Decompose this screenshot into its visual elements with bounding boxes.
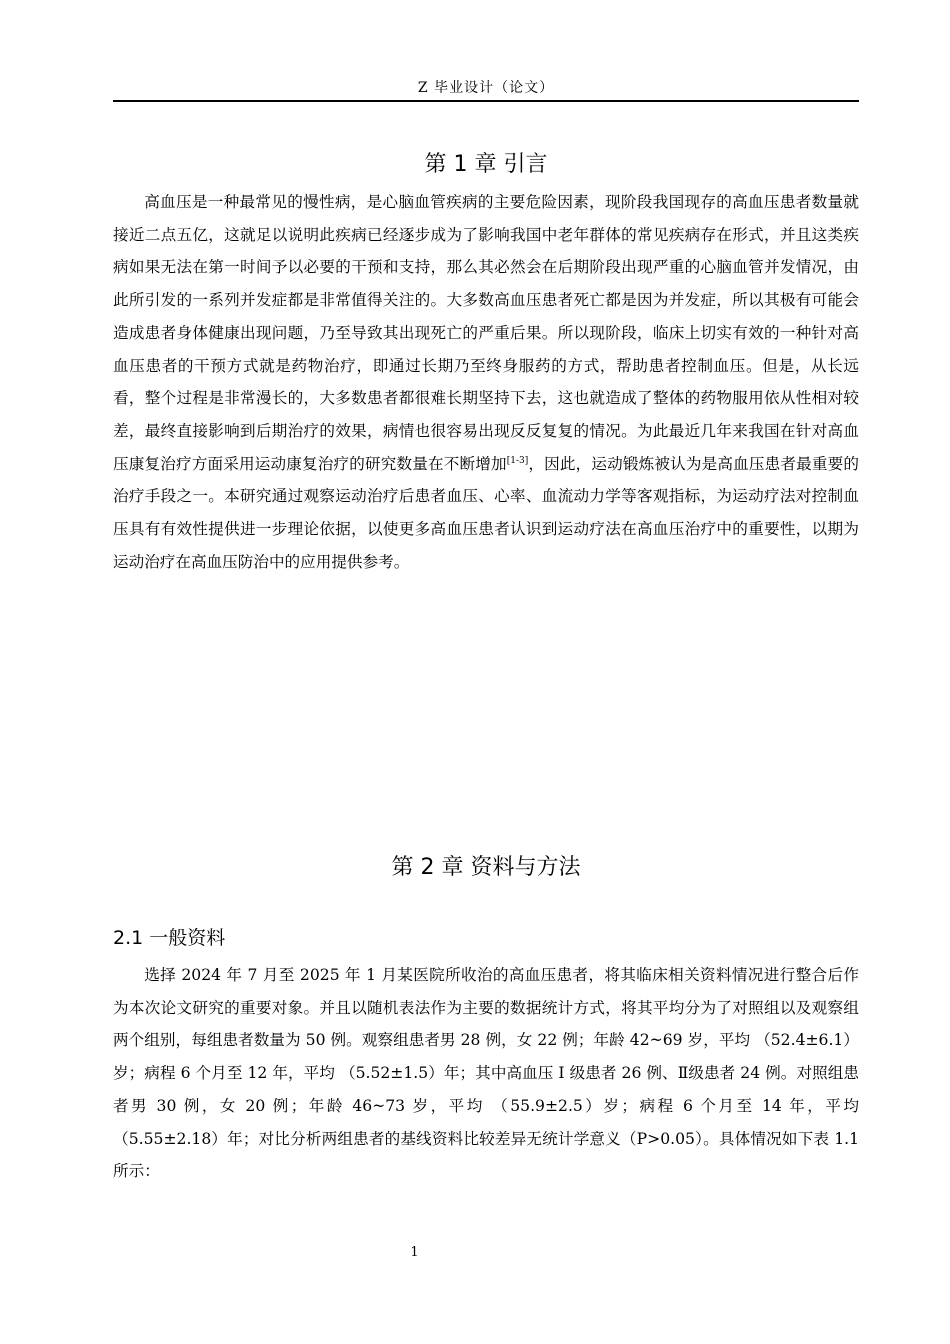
page-number: 1 xyxy=(410,1245,419,1260)
chapter-1-title: 第 1 章 引言 xyxy=(424,152,548,177)
paragraph-text: 高血压是一种最常见的慢性病，是心脑血管疾病的主要危险因素，现阶段我国现存的高血压患者数量就接近二点五亿，这就足以说明此疾病已经逐步成为了影响我国中老年群体的常见疾病存在形式，并且这类疾病如果无法在第一时间予以必要的干预和支持，那么其必然会在后期阶段出现严重的心脑血管并发情况，由此所引发的一系列并发症都是非常值得关注的。大多数高血压患者死亡都是因为并发症，所以其极有可能会造成患者身体健康出现问题，乃至导致其出现死亡的严重后果。所以现阶段，临床上切实有效的一种针对高血压患者的干预方式就是药物治疗，即通过长期乃至终身服药的方式，帮助患者控制血压。但是，从长远看，整个过程是非常漫长的，大多数患者都很难长期坚持下去，这也就造成了整体的药物服用依从性相对较差，最终直接影响到后期治疗的效果，病情也很容易出现反反复复的情况。为此最近几年来我国在针对高血压康复治疗方面采用运动康复治疗的研究数量在不断增加 xyxy=(113,193,859,473)
paragraph-text-continued: ，因此，运动锻炼被认为是高血压患者最重要的治疗手段之一。本研究通过观察运动治疗后患者血压、心率、血流动力学等客观指标，为运动疗法对控制血压具有有效性提供进一步理论依据，以使更多高血压患者认识到运动疗法在高血压治疗中的重要性，以期为运动治疗在高血压防治中的应用提供参考。 xyxy=(113,454,859,571)
section-2-1-title: 2.1 一般资料 xyxy=(113,927,226,949)
chapter-1-paragraph xyxy=(113,186,859,578)
chapter-2-title: 第 2 章 资料与方法 xyxy=(391,855,581,880)
citation-reference: [1-3] xyxy=(506,455,529,466)
section-2-1-paragraph: 选择 2024 年 7 月至 2025 年 1 月某医院所收治的高血压患者，将其临床相关资料情况进行整合后作为本次论文研究的重要对象。并且以随机表法作为主要的数据统计方式，将其平均分为了对照组以及观察组两个组别，每组患者数量为 50 例。观察组患者男 28 例，女 22 例；年龄 42~69 岁，平均 （52.4±6.1）岁；病程 6 个月至 12 年，平均 （5.52±1.5）年；其中高血压 I 级患者 26 例、Ⅱ级患者 24 例。对照组患者男 30 例，女 20 例；年龄 46~73 岁，平均 （55.9±2.5）岁；病程 6 个月至 14 年，平均 （5.55±2.18）年；对比分析两组患者的基线资料比较差异无统计学意义（P>0.05）。具体情况如下表 1.1 所示： xyxy=(113,966,859,1181)
header-rule xyxy=(113,100,859,102)
running-header: Z 毕业设计（论文） xyxy=(417,80,555,96)
